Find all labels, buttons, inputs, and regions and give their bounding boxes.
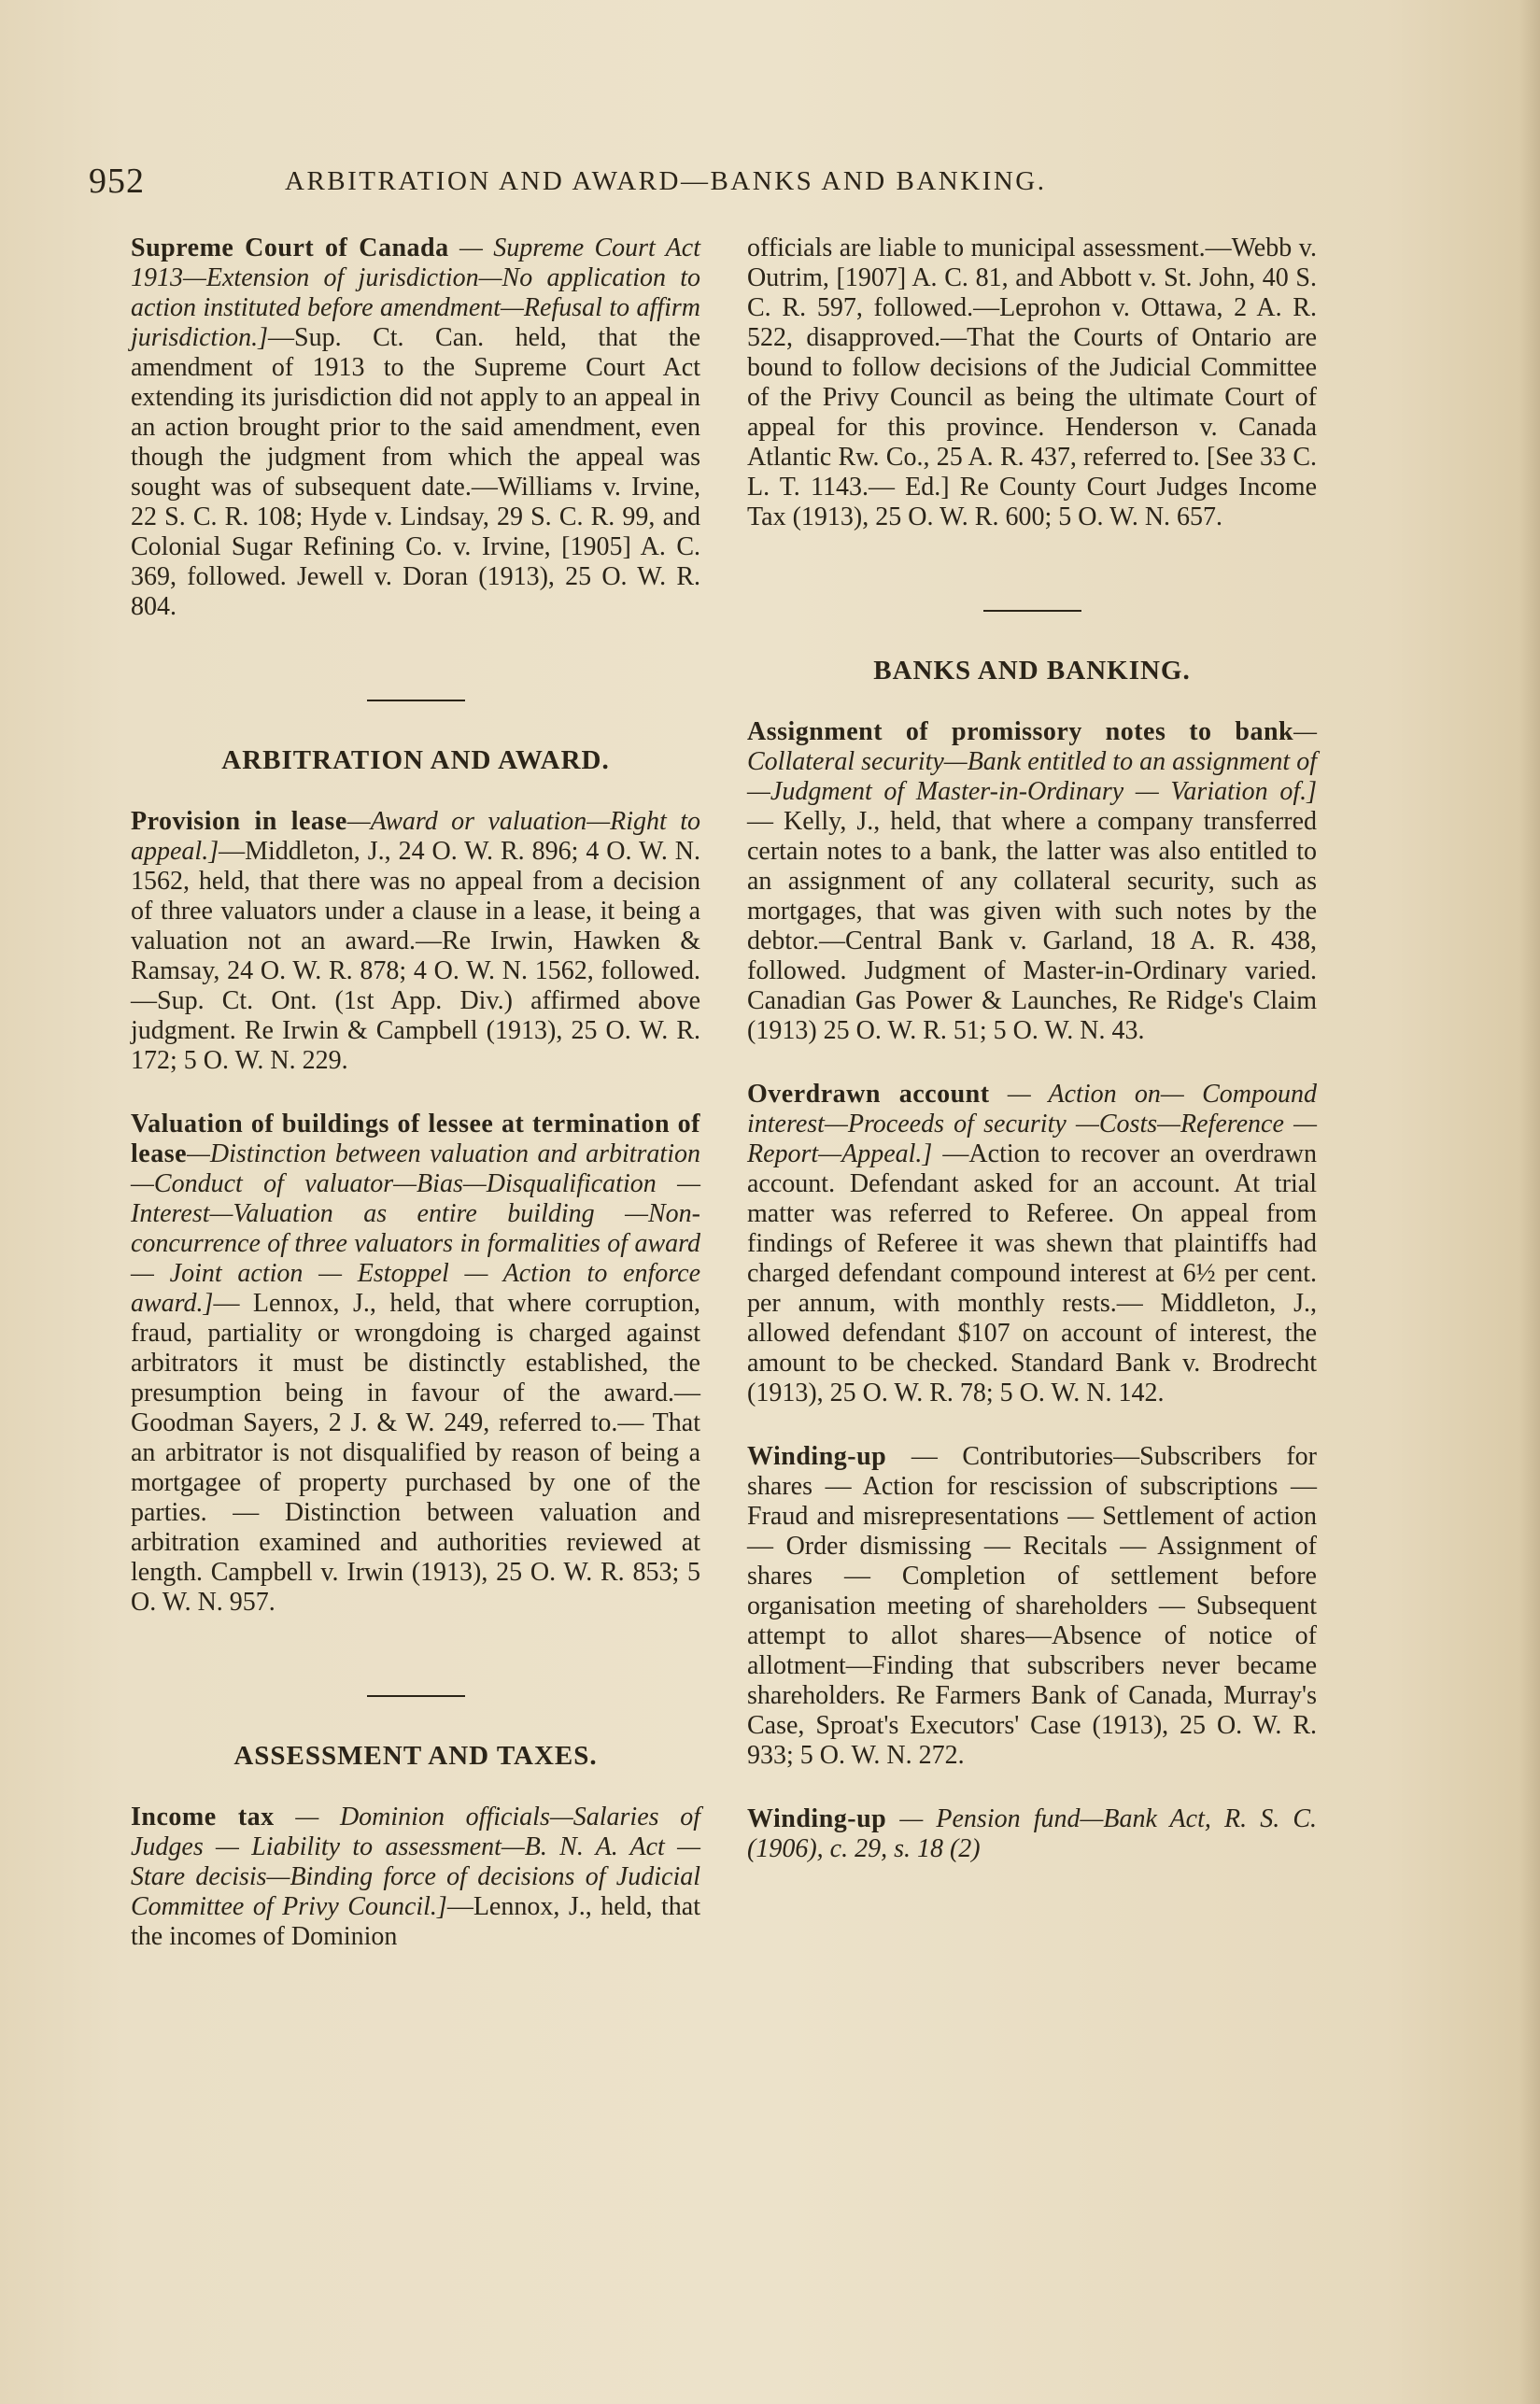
section-divider (747, 566, 1317, 656)
entry-lead: Winding-up (747, 1804, 887, 1833)
entry-body: —Lennox, J., held, that the incomes of Dominion (131, 1892, 700, 1951)
entry-catchwords: —Collateral security—Bank entitled to an assignment of—Judgment of Master-in-Ordinary — Variation of.] (747, 717, 1317, 806)
section-divider (131, 1651, 700, 1741)
entry-income-tax (131, 1803, 700, 1952)
entry-lead: Income tax (131, 1803, 275, 1831)
entry-lead: Valuation of buildings of lessee at termination of lease (131, 1110, 700, 1168)
entry-catchwords: — Supreme Court Act 1913—Extension of jurisdiction—No application to action instituted before amendment—Refusal to affirm jurisdiction.] (131, 233, 700, 352)
entry-body: —Action to recover an overdrawn account. Defendant asked for an account. At trial matter was referred to Referee. On appeal from findings of Referee it was shewn that plaintiffs had charged defendant compound interest at 6½ per cent. per annum, with monthly rests.— Middleton, J., allowed defendant $107 on account of interest, the amount to be checked. Standard Bank v. Brodrecht (1913), 25 O. W. R. 78; 5 O. W. N. 142. (747, 1139, 1317, 1407)
section-heading-assessment: ASSESSMENT AND TAXES. (233, 1741, 598, 1771)
entry-body: —Sup. Ct. Can. held, that the amendment of 1913 to the Supreme Court Act extending its jurisdiction did not apply to an appeal in an action brought prior to the said amendment, even though the judgment from which the appeal was sought was of subsequent date.—Williams v. Irvine, 22 S. C. R. 108; Hyde v. Lindsay, 29 S. C. R. 99, and Colonial Sugar Refining Co. v. Irvine, [1905] A. C. 369, followed. Jewell v. Doran (1913), 25 O. W. R. 804. (131, 323, 700, 621)
entry-winding-up-pension (747, 1804, 1317, 1864)
entry-winding-up-contributories (747, 1442, 1317, 1771)
entry-lead: Assignment of promissory notes to bank (747, 717, 1294, 746)
page-edge-shadow (1519, 0, 1540, 2404)
entry-provision-in-lease (131, 807, 700, 1076)
entry-catchwords: — Dominion officials—Salaries of Judges — Liability to assessment—B. N. A. Act — Stare decisis—Binding force of decisions of Judicial Committee of Privy Council.] (131, 1803, 700, 1921)
entry-body: officials are liable to municipal assessment.—Webb v. Outrim, [1907] A. C. 81, and Abbott v. St. John, 40 S. C. R. 597, followed.—Leprohon v. Ottawa, 2 A. R. 522, disapproved.—That the Courts of Ontario are bound to follow decisions of the Judicial Committee of the Privy Council as being the ultimate Court of appeal for this province. Henderson v. Canada Atlantic Rw. Co., 25 A. R. 437, referred to. [See 33 C. L. T. 1143.— Ed.] Re County Court Judges Income Tax (1913), 25 O. W. R. 600; 5 O. W. N. 657. (747, 233, 1317, 531)
page-number: 952 (89, 162, 145, 201)
page-header (89, 161, 1163, 217)
section-heading-arbitration: ARBITRATION AND AWARD. (221, 745, 610, 775)
entry-body: — Contributories—Subscribers for shares — Action for rescission of subscriptions — Fraud and misrepresentations — Settlement of action— Order dismissing — Recitals — Assignment of shares — Completion of settlement before organisation meeting of shareholders — Subsequent attempt to allot shares—Absence of notice of allotment—Finding that subscribers never became shareholders. Re Farmers Bank of Canada, Murray's Case, Sproat's Executors' Case (1913), 25 O. W. R. 933; 5 O. W. N. 272. (747, 1442, 1317, 1770)
running-head: ARBITRATION AND AWARD—BANKS AND BANKING. (285, 166, 1047, 196)
entry-valuation-of-buildings (131, 1110, 700, 1618)
entry-catchwords: —Distinction between valuation and arbitration—Conduct of valuator—Bias—Disqualification —Interest—Valuation as entire building —Non-concurrence of three valuators in formalities of award — Joint action — Estoppel — Action to enforce award.] (131, 1139, 700, 1318)
entry-lead: Overdrawn account (747, 1080, 990, 1109)
section-divider (131, 656, 700, 745)
entry-catchwords: — Action on— Compound interest—Proceeds of security —Costs—Reference — Report—Appeal.] (747, 1080, 1317, 1168)
entry-overdrawn-account (747, 1080, 1317, 1408)
entry-assignment-of-notes (747, 717, 1317, 1046)
entry-body: — Kelly, J., held, that where a company transferred certain notes to a bank, the latter was also entitled to an assignment of any collateral security, such as mortgages, that was given with such notes by the debtor.—Central Bank v. Garland, 18 A. R. 438, followed. Judgment of Master-in-Ordinary varied. Canadian Gas Power & Launches, Re Ridge's Claim (1913) 25 O. W. R. 51; 5 O. W. N. 43. (747, 807, 1317, 1045)
entry-lead: Winding-up (747, 1442, 887, 1471)
left-column (131, 233, 700, 1986)
entry-income-tax-continued (747, 233, 1317, 532)
entry-body: —Middleton, J., 24 O. W. R. 896; 4 O. W. N. 1562, held, that there was no appeal from a decision of three valuators under a clause in a lease, it being a valuation not an award.—Re Irwin, Hawken & Ramsay, 24 O. W. R. 878; 4 O. W. N. 1562, followed.—Sup. Ct. Ont. (1st App. Div.) affirmed above judgment. Re Irwin & Campbell (1913), 25 O. W. R. 172; 5 O. W. N. 229. (131, 837, 700, 1075)
entry-lead: Supreme Court of Canada (131, 233, 449, 262)
entry-lead: Provision in lease (131, 807, 347, 836)
entry-catchwords: — Pension fund—Bank Act, R. S. C. (1906), c. 29, s. 18 (2) (747, 1804, 1317, 1863)
right-column (747, 233, 1317, 1898)
entry-body: — Lennox, J., held, that where corruption, fraud, partiality or wrongdoing is charged against arbitrators it must be distinctly established, the presumption being in favour of the award.—Goodman Sayers, 2 J. & W. 249, referred to.— That an arbitrator is not disqualified by reason of being a mortgagee of property purchased by one of the parties. — Distinction between valuation and arbitration examined and authorities reviewed at length. Campbell v. Irwin (1913), 25 O. W. R. 853; 5 O. W. N. 957. (131, 1289, 700, 1617)
section-heading-banks: BANKS AND BANKING. (873, 656, 1191, 686)
entry-supreme-court (131, 233, 700, 622)
entry-catchwords: —Award or valuation—Right to appeal.] (131, 807, 700, 866)
